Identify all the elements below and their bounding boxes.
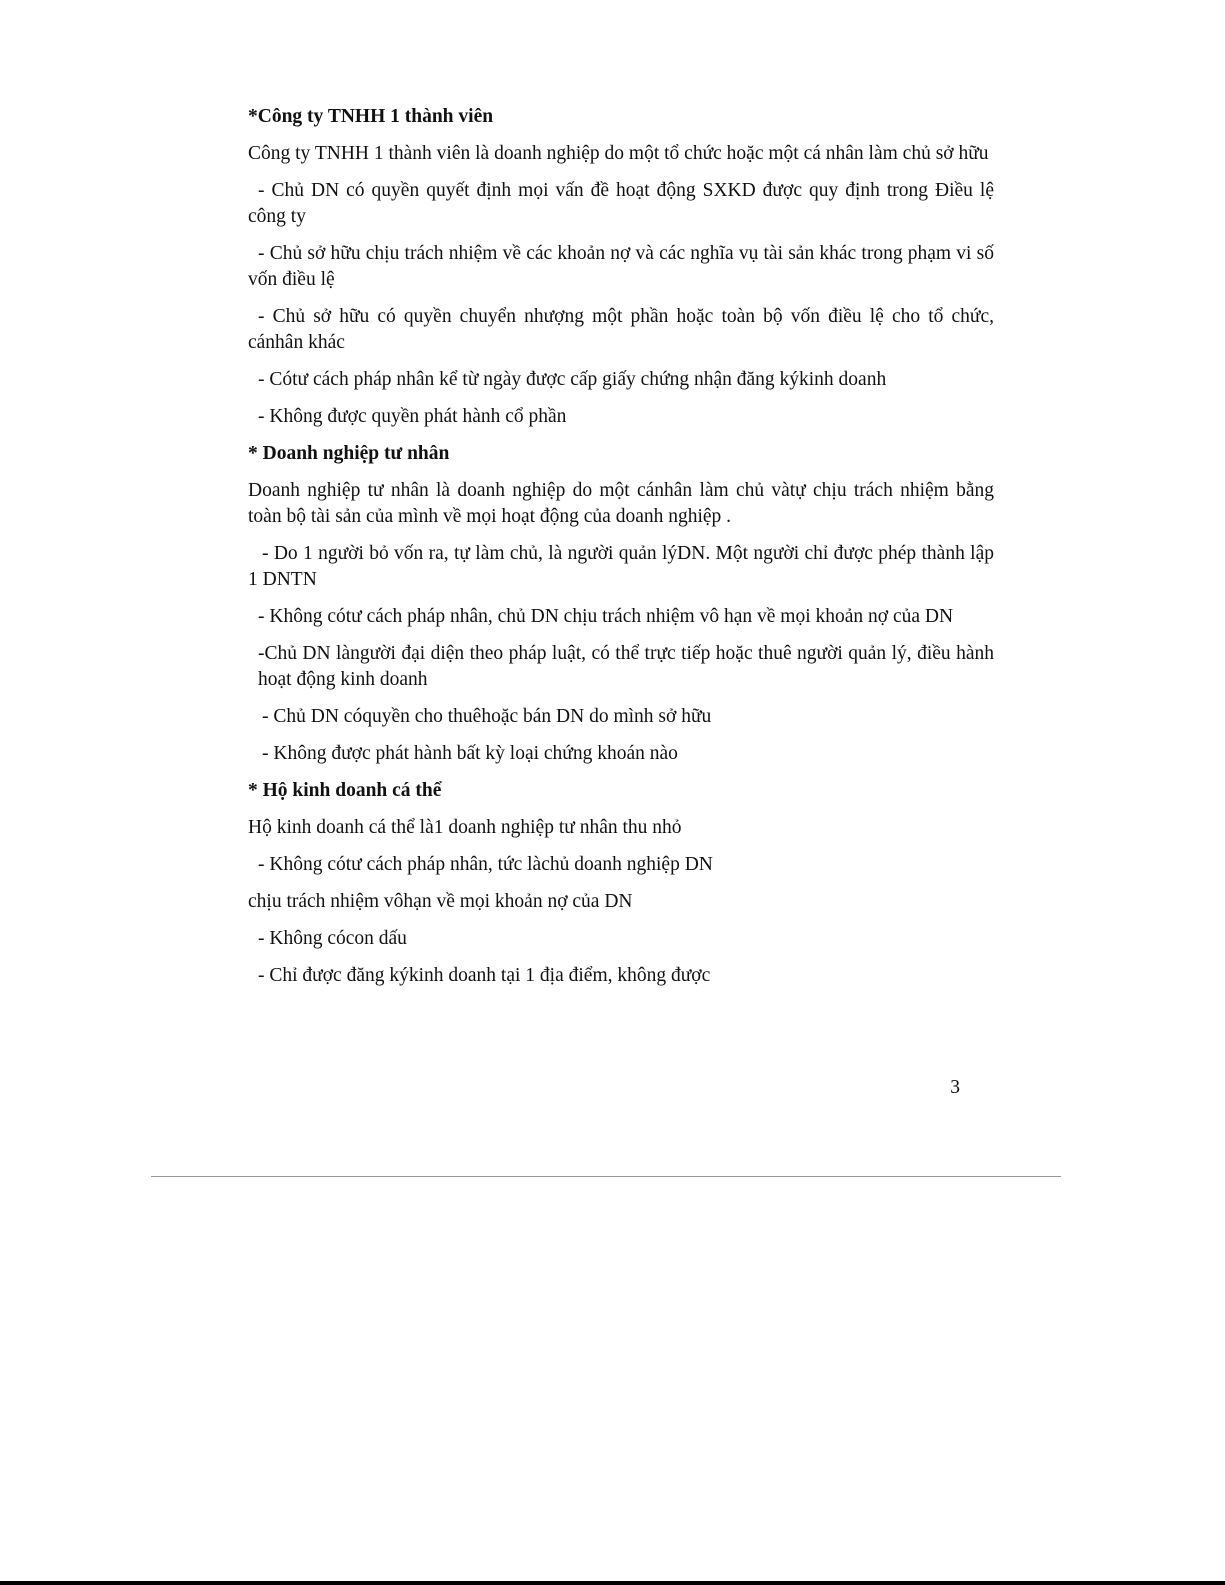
paragraph: - Không được phát hành bất kỳ loại chứng khoán nào [262, 743, 678, 764]
paragraph: - Do 1 người bỏ vốn ra, tự làm chủ, là người quản lýDN. Một người chỉ được phép thành lập 1 DNTN [248, 543, 994, 590]
paragraph: chịu trách nhiệm vôhạn về mọi khoản nợ của DN [248, 891, 633, 912]
page-body [248, 104, 994, 1000]
section-heading-llc: *Công ty TNHH 1 thành viên [248, 106, 494, 127]
page-bottom-edge [0, 1581, 1225, 1585]
section-heading-private-enterprise: * Doanh nghiệp tư nhân [248, 443, 450, 464]
paragraph: Công ty TNHH 1 thành viên là doanh nghiệp do một tổ chức hoặc một cá nhân làm chủ sở hữu [248, 143, 989, 164]
paragraph: - Chủ DN có quyền quyết định mọi vấn đề hoạt động SXKD được quy định trong Điều lệ công ty [248, 180, 994, 227]
paragraph: - Không cótư cách pháp nhân, chủ DN chịu trách nhiệm vô hạn về mọi khoản nợ của DN [258, 606, 954, 627]
paragraph: Doanh nghiệp tư nhân là doanh nghiệp do một cánhân làm chủ vàtự chịu trách nhiệm bằng toàn bộ tài sản của mình về mọi hoạt động của doanh nghiệp . [248, 480, 994, 527]
section-heading-household-business: * Hộ kinh doanh cá thể [248, 780, 442, 801]
page-divider [151, 1176, 1061, 1177]
paragraph: - Chỉ được đăng kýkinh doanh tại 1 địa điểm, không được [258, 965, 711, 986]
paragraph: - Chủ sở hữu có quyền chuyển nhượng một phần hoặc toàn bộ vốn điều lệ cho tổ chức, cánhân khác [248, 306, 994, 353]
paragraph: - Không được quyền phát hành cổ phần [258, 406, 567, 427]
page-number: 3 [950, 1077, 960, 1098]
paragraph: - Chủ sở hữu chịu trách nhiệm về các khoản nợ và các nghĩa vụ tài sản khác trong phạm vi số vốn điều lệ [248, 243, 994, 290]
paragraph: -Chủ DN làngười đại diện theo pháp luật, có thể trực tiếp hoặc thuê người quản lý, điều hành hoạt động kinh doanh [258, 643, 994, 690]
paragraph: - Chủ DN cóquyền cho thuêhoặc bán DN do mình sở hữu [262, 706, 712, 727]
paragraph: - Không cócon dấu [258, 928, 407, 949]
paragraph: - Cótư cách pháp nhân kể từ ngày được cấp giấy chứng nhận đăng kýkinh doanh [258, 369, 887, 390]
paragraph: Hộ kinh doanh cá thể là1 doanh nghiệp tư nhân thu nhỏ [248, 817, 682, 838]
paragraph: - Không cótư cách pháp nhân, tức làchủ doanh nghiệp DN [258, 854, 713, 875]
